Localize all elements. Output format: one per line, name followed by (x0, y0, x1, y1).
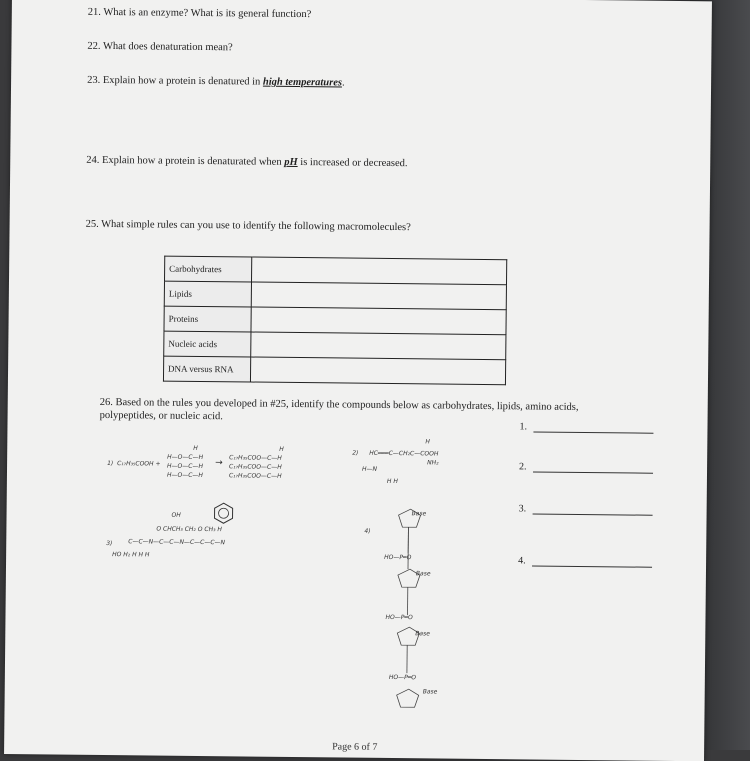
answer-blank[interactable] (533, 470, 653, 473)
compound-1-label: 1) (107, 460, 113, 467)
table-row-label: Proteins (164, 306, 251, 332)
worksheet-page (4, 0, 712, 761)
question-22: 22. What does denaturation mean? (87, 41, 232, 54)
compound-2-ring: H—N (362, 466, 377, 473)
compound-1-glycerol (167, 444, 203, 480)
glycerol-line: H (167, 444, 203, 453)
phosphate-group: HO—P═O (389, 674, 416, 681)
question-24-end: is increased or decreased. (298, 157, 408, 169)
question-21: 21. What is an enzyme? What is its general function? (88, 7, 312, 20)
compound-2-top: H (425, 438, 430, 445)
compound-1-reactant: C₁₇H₃₅COOH + (117, 460, 160, 467)
compound-3-oh: OH (172, 512, 181, 519)
question-26-line1: 26. Based on the rules you developed in #25, identify the compounds below as carbohydrates, lipids, amino acids, (100, 397, 579, 413)
macromolecule-rules-table (163, 256, 507, 386)
question-26-line2: polypeptides, or nucleic acid. (100, 410, 223, 422)
question-24-text: 24. Explain how a protein is denaturated when (86, 155, 284, 168)
compound-4-label: 4) (364, 528, 370, 535)
answer-blank[interactable] (532, 512, 652, 515)
answer-line-4[interactable] (518, 555, 652, 567)
compound-3-bottom: HO H₂ H H H (112, 551, 149, 558)
table-answer-cell[interactable] (251, 257, 506, 285)
answer-line-1[interactable] (519, 421, 653, 433)
question-23-end: . (342, 77, 345, 88)
question-25: 25. What simple rules can you use to identify the following macromolecules? (86, 219, 411, 233)
glycerol-line: H—O—C—H (167, 471, 203, 480)
table-answer-cell[interactable] (251, 332, 506, 360)
answer-line-2[interactable] (519, 461, 653, 473)
compound-2-h: H H (387, 478, 398, 485)
table-row-label: Carbohydrates (165, 256, 252, 282)
question-23-text: 23. Explain how a protein is denatured in (87, 75, 263, 88)
table-row-label: DNA versus RNA (163, 356, 250, 382)
question-24 (86, 155, 407, 169)
phosphate-group: HO—P═O (384, 554, 411, 561)
benzene-ring-icon (211, 501, 235, 525)
table-row-label: Lipids (164, 281, 251, 307)
table-row (165, 256, 507, 285)
table-row (163, 356, 505, 385)
compound-3-main: C—C—N—C—C—N—C—C—C—N (128, 538, 225, 546)
table-answer-cell[interactable] (250, 357, 505, 385)
table-row-label: Nucleic acids (164, 331, 251, 357)
product-line: C₁₇H₃₅COO—C—H (229, 471, 284, 481)
nucleotide-base-label: Base (423, 688, 438, 695)
answer-number: 1. (519, 421, 527, 432)
table-answer-cell[interactable] (251, 282, 506, 310)
reaction-arrow-icon: → (215, 458, 223, 468)
answer-blank[interactable] (532, 564, 652, 567)
phosphate-group: HO—P═O (385, 614, 412, 621)
table-row (164, 306, 506, 335)
compound-2-label: 2) (352, 450, 358, 457)
product-line: C₁₇H₃₅COO—C—H (229, 462, 284, 472)
nucleotide-base-label: Base (412, 510, 427, 517)
question-23 (87, 75, 345, 89)
compound-2-nh2: NH₂ (427, 459, 438, 466)
glycerol-line: H—O—C—H (167, 462, 203, 471)
product-line: H (229, 444, 284, 454)
answer-number: 4. (518, 555, 526, 566)
glycerol-line: H—O—C—H (167, 453, 203, 462)
question-24-emphasis: pH (284, 157, 298, 168)
answer-line-3[interactable] (519, 503, 653, 515)
table-answer-cell[interactable] (251, 307, 506, 335)
question-23-emphasis: high temperatures (263, 77, 342, 89)
page-number: Page 6 of 7 (332, 741, 377, 752)
nucleotide-base-label: Base (415, 630, 430, 637)
compound-3-mid: O CHCH₃ CH₂ O CH₃ H (156, 526, 222, 534)
answer-number: 2. (519, 461, 527, 472)
table-row (164, 331, 506, 360)
answer-blank[interactable] (533, 430, 653, 433)
product-line: C₁₇H₃₅COO—C—H (229, 453, 284, 463)
compound-1-product (229, 444, 284, 481)
compound-3-label: 3) (106, 540, 112, 547)
answer-number: 3. (519, 503, 527, 514)
nucleotide-base-label: Base (416, 570, 431, 577)
table-row (164, 281, 506, 310)
compound-2-main: HC═══C—CH₂C—COOH (369, 450, 438, 458)
